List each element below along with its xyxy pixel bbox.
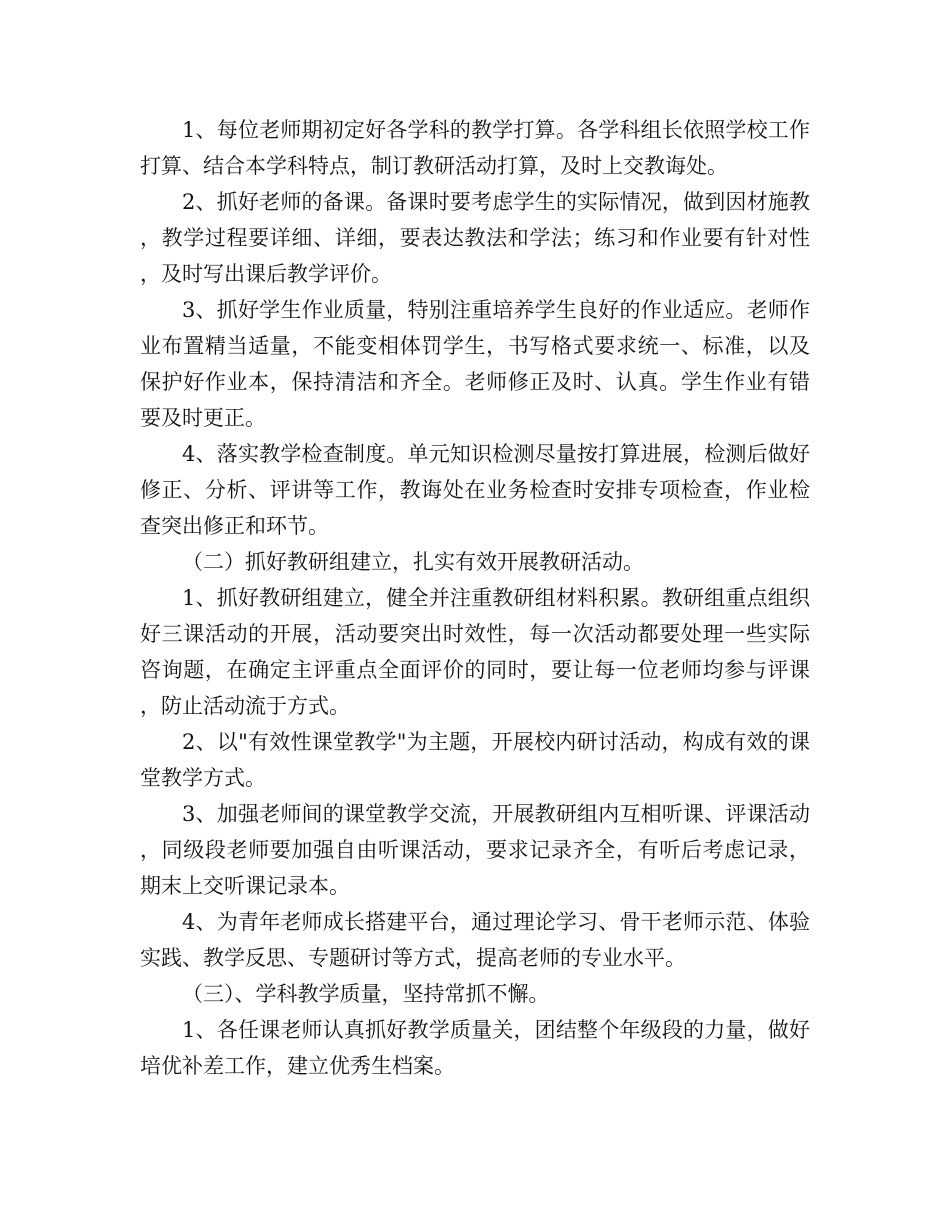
section-heading-3: （三）、学科教学质量，坚持常抓不懈。 bbox=[182, 982, 550, 1006]
paragraph-item-3-peer-observation: 3、加强老师间的课堂教学交流，开展教研组内互相听课、评课活动，同级段老师要加强自由听课活动，要求记录齐全，有听后考虑记录，期末上交听课记录本。 bbox=[140, 802, 810, 898]
document-body bbox=[140, 112, 810, 1084]
paragraph-item-1-research-group: 1、抓好教研组建立，健全并注重教研组材料积累。教研组重点组织好三课活动的开展，活动要突出时效性，每一次活动都要处理一些实际咨询题，在确定主评重点全面评价的同时，要让每一位老师均参与评课，防止活动流于方式。 bbox=[140, 586, 810, 718]
paragraph-item-3-homework-quality: 3、抓好学生作业质量，特别注重培养学生良好的作业适应。老师作业布置精当适量，不能变相体罚学生，书写格式要求统一、标准，以及保护好作业本，保持清洁和齐全。老师修正及时、认真。学生作业有错要及时更正。 bbox=[140, 298, 810, 430]
section-heading-2: （二）抓好教研组建立，扎实有效开展教研活动。 bbox=[182, 550, 644, 574]
paragraph-item-1-lesson-plans: 1、每位老师期初定好各学科的教学打算。各学科组长依照学校工作打算、结合本学科特点，制订教研活动打算，及时上交教诲处。 bbox=[140, 118, 810, 178]
paragraph-item-2-effective-teaching: 2、以"有效性课堂教学"为主题，开展校内研讨活动，构成有效的课堂教学方式。 bbox=[140, 730, 810, 790]
paragraph-item-1-teaching-quality: 1、各任课老师认真抓好教学质量关，团结整个年级段的力量，做好培优补差工作，建立优秀生档案。 bbox=[140, 1018, 810, 1078]
paragraph-item-2-lesson-prep: 2、抓好老师的备课。备课时要考虑学生的实际情况，做到因材施教，教学过程要详细、详细，要表达教法和学法；练习和作业要有针对性，及时写出课后教学评价。 bbox=[140, 190, 810, 286]
paragraph-item-4-inspection-system: 4、落实教学检查制度。单元知识检测尽量按打算进展，检测后做好修正、分析、评讲等工作，教诲处在业务检查时安排专项检查，作业检查突出修正和环节。 bbox=[140, 442, 810, 538]
paragraph-item-4-young-teachers: 4、为青年老师成长搭建平台，通过理论学习、骨干老师示范、体验实践、教学反思、专题研讨等方式，提高老师的专业水平。 bbox=[140, 910, 810, 970]
